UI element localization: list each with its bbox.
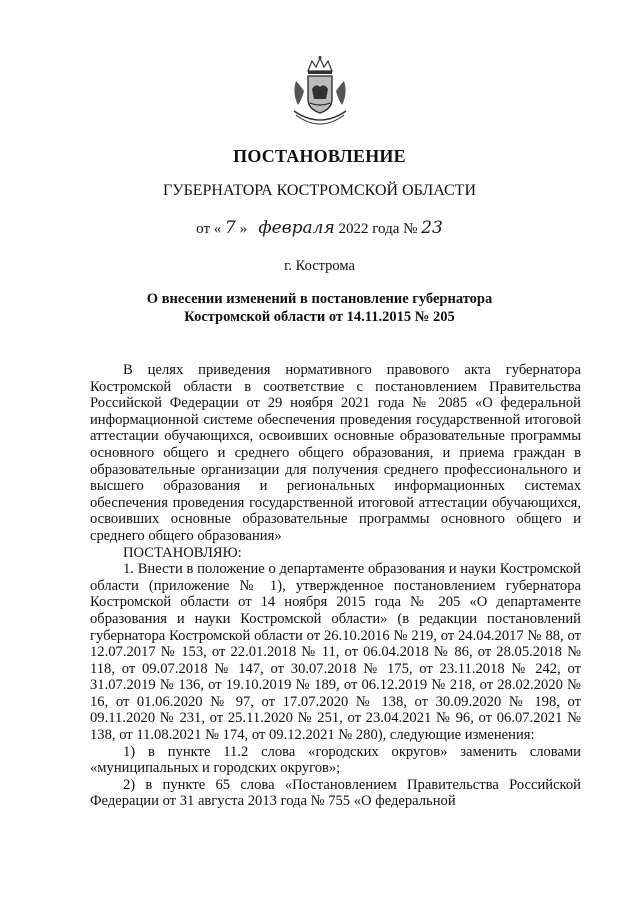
document-heading bbox=[0, 290, 639, 326]
date-month: февраля bbox=[258, 218, 335, 238]
document-body bbox=[90, 362, 581, 810]
heading-line-1: О внесении изменений в постановление губернатора bbox=[146, 291, 493, 307]
subitem-2-paragraph: 2) в пункте 65 слова «Постановлением Правительства Российской Федерации от 31 августа 2013 года № 755 «О федеральной bbox=[90, 776, 581, 810]
document-title: ПОСТАНОВЛЕНИЕ bbox=[233, 146, 406, 166]
date-separator: » bbox=[239, 221, 248, 237]
item-1-paragraph: 1. Внести в положение о департаменте образования и науки Костромской области (приложение № 1), утвержденное постановлением губернатора Костромской области от 14 ноября 2015 года № 205 «О департаменте образования и науки Костромской области» (в редакции постановлений губернатора Костромской области от 26.10.2016 № 219, от 24.04.2017 № 88, от 12.07.2017 № 153, от 22.01.2018 № 11, от 06.04.2018 № 86, от 28.05.2018 № 118, от 09.07.2018 № 147, от 30.07.2018 № 175, от 23.11.2018 № 242, от 31.07.2019 № 136, от 19.10.2019 № 189, от 06.12.2019 № 218, от 28.02.2020 № 16, от 01.06.2020 № 97, от 17.07.2020 № 138, от 30.09.2020 № 198, от 09.11.2020 № 231, от 25.11.2020 № 251, от 23.04.2021 № 96, от 06.07.2021 № 138, от 11.08.2021 № 174, от 09.12.2021 № 280), следующие изменения: bbox=[90, 561, 581, 744]
resolve-paragraph: ПОСТАНОВЛЯЮ: bbox=[123, 544, 242, 561]
date-prefix: от « bbox=[196, 221, 222, 237]
document-number: 23 bbox=[421, 218, 443, 238]
preamble-paragraph: В целях приведения нормативного правового акта губернатора Костромской области в соответствие с постановлением Правительства Российской Федерации от 29 ноября 2021 года № 2085 «О федеральной информационной системе обеспечения проведения государственной итоговой аттестации обучающихся, освоивших основные образовательные программы основного общего и среднего общего образования, и приема граждан в образовательные организации для получения среднего профессионального и высшего образования и региональных информационных системах обеспечения проведения государственной итоговой аттестации обучающихся, освоивших основные образовательные программы основного общего и среднего общего образования» bbox=[90, 362, 581, 544]
heading-line-2: Костромской области от 14.11.2015 № 205 bbox=[184, 309, 455, 325]
date-day: 7 bbox=[225, 218, 236, 238]
subitem-1-paragraph: 1) в пункте 11.2 слова «городских округов» заменить словами «муниципальных и городских округов»; bbox=[90, 743, 581, 777]
date-year: 2022 года № bbox=[338, 221, 418, 237]
date-line bbox=[0, 218, 639, 238]
issuing-authority: ГУБЕРНАТОРА КОСТРОМСКОЙ ОБЛАСТИ bbox=[162, 182, 476, 199]
coat-of-arms-emblem bbox=[288, 55, 352, 133]
city: г. Кострома bbox=[284, 258, 355, 274]
